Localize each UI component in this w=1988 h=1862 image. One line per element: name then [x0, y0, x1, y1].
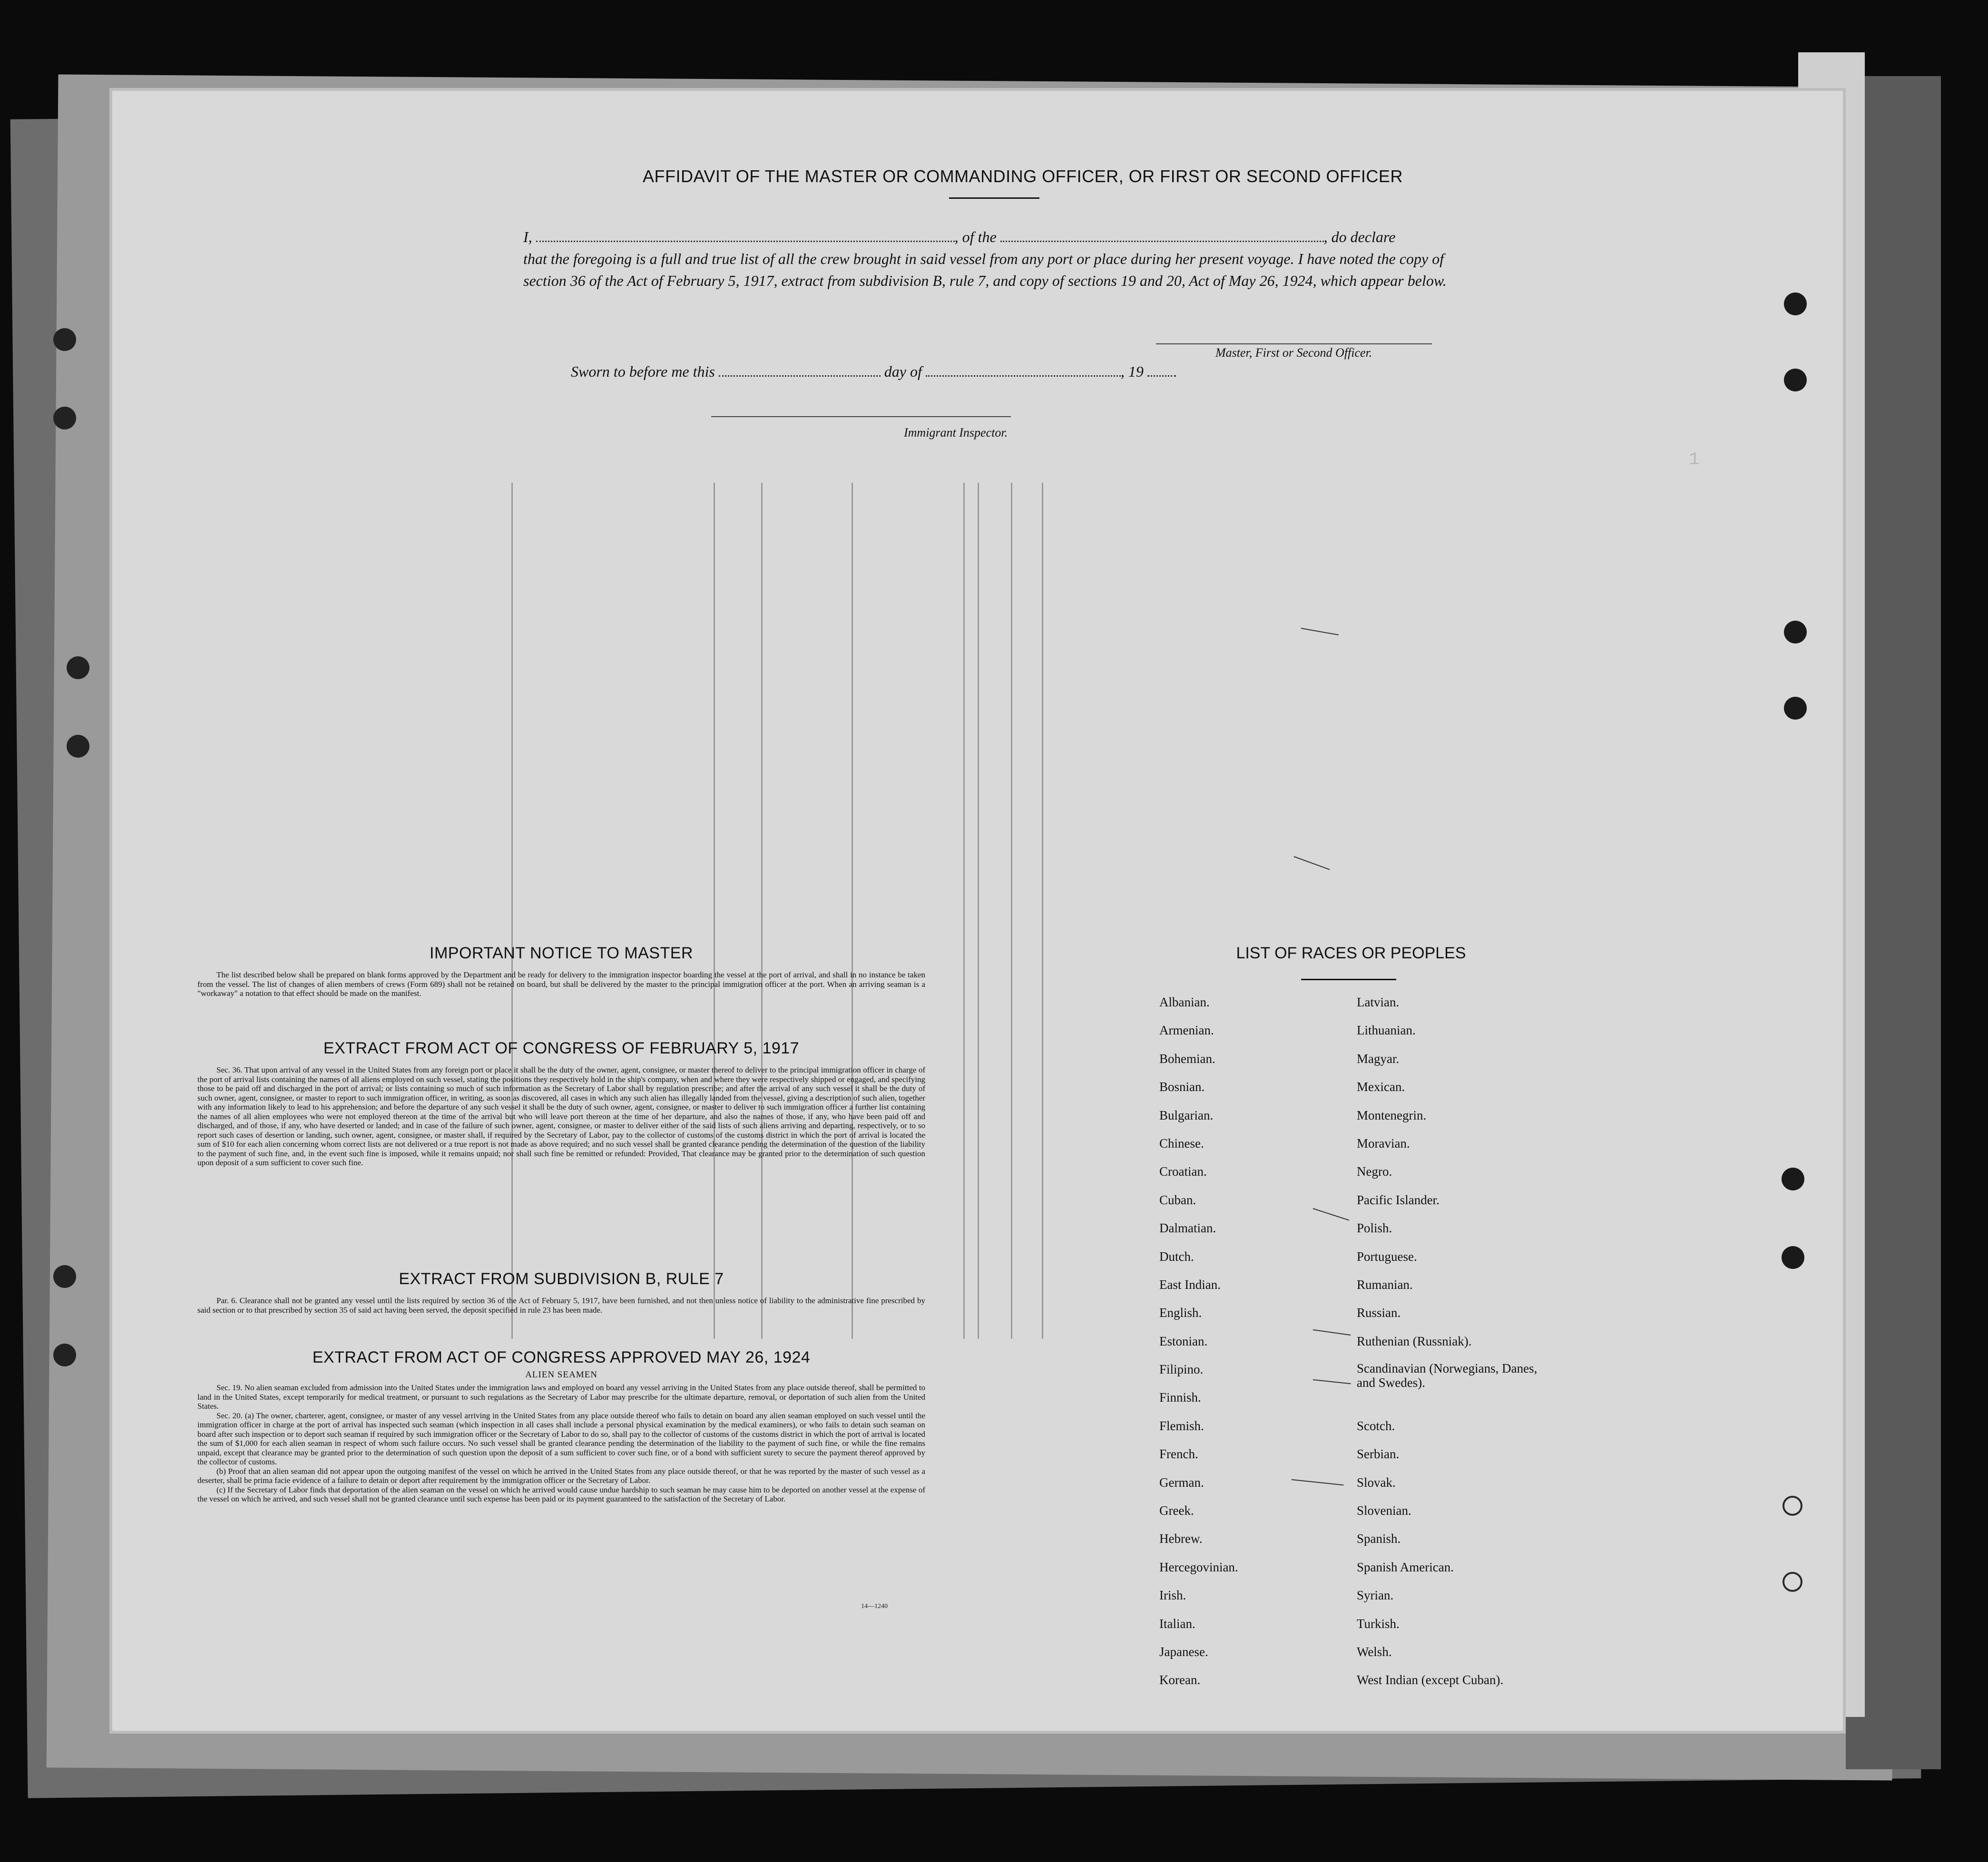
sworn-text: Sworn to before me this [571, 363, 715, 380]
race-item: Spanish American. [1357, 1560, 1454, 1574]
race-item: Croatian. [1159, 1164, 1207, 1179]
signature-label: Master, First or Second Officer. [1215, 346, 1372, 360]
race-item: Rumanian. [1357, 1277, 1413, 1292]
race-item: Welsh. [1357, 1645, 1392, 1659]
race-item: Scandinavian (Norwegians, Danes, and Swedes). [1357, 1361, 1538, 1390]
important-notice [197, 944, 925, 998]
race-item: Estonian. [1159, 1334, 1208, 1348]
punch-hole [1784, 292, 1807, 315]
affidavit-statement: that the foregoing is a full and true list of all the crew brought in said vessel from any port or place during her present voyage. I have noted the copy of section 36 of the Act of February 5, 1917, extract from subdivision B, rule 7, and copy of sections 19 and 20, Act of May 26, 1924, which appear below. [523, 250, 1447, 289]
race-item: Bosnian. [1159, 1080, 1205, 1094]
race-item: Ruthenian (Russniak). [1357, 1334, 1472, 1348]
race-item: Serbian. [1357, 1447, 1400, 1462]
extract-1917-text: Sec. 36. That upon arrival of any vessel in the United States from any foreign port or place it shall be the duty of the owner, agent, consignee, or master thereof to deliver to the principal immigration officer in charge of the port of arrival lists containing the names of all aliens employed on such vessel, stating the positions they respectively hold in the ship's company, when and where they were respectively shipped or engaged, and specifying those to be paid off and discharged in the port of arrival; or lists containing so much of such information as the Secretary of Labor shall by regulation prescribe; and after the arrival of any such vessel it shall be the duty of such owner, agent, consignee, or master to report to such immigration officer, in writing, as soon as discovered, all cases in which any such alien has illegally landed from the vessel, giving a description of such alien, together with any information likely to lead to his apprehension; and before the departure of any such vessel it shall be the duty of such owner, agent, consignee, or master to deliver to such immigration officer a further list containing the names of all alien employees who were not employed thereon at the time of the arrival but who will leave port thereon at the time of her departure, and also the names of those, if any, who have been paid off and discharged, and of those, if any, who have deserted or landed; and in case of the failure of such owner, agent, consignee, or master to deliver either of the said lists of such aliens arriving and departing, respectively, or to so report such cases of desertion or landing, such owner, agent, consignee, or master shall, if required by the Secretary of Labor, pay to the collector of customs of the customs district in which the port of arrival is located the sum of $10 for each alien concerning whom correct lists are not delivered or a true report is not made as above required; and no such vessel shall be granted clearance pending the determination of the question of the liability to the payment of such fine, and, in the event such fine is imposed, while it remains unpaid; nor shall such fine be remitted or refunded: Provided, That clearance may be granted prior to the determination of such question upon deposit of a sum sufficient to cover such fine. [197, 1065, 925, 1167]
extract-rule7 [197, 1270, 925, 1315]
punch-hole [1784, 697, 1807, 720]
affidavit-title: AFFIDAVIT OF THE MASTER OR COMMANDING OFFICER, OR FIRST OR SECOND OFFICER [643, 166, 1403, 186]
inspector-label: Immigrant Inspector. [904, 426, 1008, 439]
race-item: German. [1159, 1475, 1204, 1490]
sec20a-text: Sec. 20. (a) The owner, charterer, agent, consignee, or master of any vessel arriving in the United States from any place outside thereof who fails to detain on board any alien seaman employed on such vessel until the immigration officer in charge at the port of arrival has inspected such seaman (which inspection in all cases shall include a personal physical examination by the medical examiners), or who fails to detain such seaman on board after such inspection or to deport such seaman if required by such immigration officer or the Secretary of Labor to do so, shall pay to the collector of customs of the customs district in which the port of arrival is located the sum of $1,000 for each alien seaman in respect of whom such failure occurs. No such vessel shall be granted clearance pending the determination of the liability to the payment of such fine, or while the fine remains unpaid, except that clearance may be granted prior to the determination of such question upon the deposit of a sum sufficient to cover such fine, or of a bond with sufficient surety to secure the payment thereof approved by the collector of customs. [197, 1411, 925, 1466]
affidavit-i: I, [523, 228, 532, 245]
race-item: Magyar. [1357, 1051, 1400, 1066]
show-through-rule [761, 483, 763, 1339]
master-name-field[interactable] [536, 231, 955, 242]
affidavit-of-the: , of the [954, 228, 997, 245]
race-item: Dalmatian. [1159, 1221, 1216, 1236]
race-item: Lithuanian. [1357, 1023, 1416, 1038]
binder-hole [67, 735, 89, 758]
race-item: Mexican. [1357, 1080, 1405, 1094]
punch-hole-ring [1782, 1572, 1802, 1592]
races-left-column [1159, 994, 1238, 1700]
race-item: Latvian. [1357, 995, 1400, 1009]
race-item: Filipino. [1159, 1362, 1204, 1377]
affidavit-body [523, 226, 1475, 292]
notice-title: IMPORTANT NOTICE TO MASTER [430, 944, 693, 962]
show-through-rule [714, 483, 715, 1339]
race-item: Finnish. [1159, 1390, 1201, 1405]
sec19-text: Sec. 19. No alien seaman excluded from admission into the United States under the immigration laws and employed on board any vessel arriving in the United States from any place outside thereof, shall be permitted to land in the United States, except temporarily for medical treatment, or pursuant to such regulations as the Secretary of Labor may prescribe for the ultimate departure, removal, or deportation of such alien from the United States. [197, 1383, 925, 1411]
sec20c-text: (c) If the Secretary of Labor finds that deportation of the alien seaman on the vessel on which he arrived would cause undue hardship to such seaman he may cause him to be deported on another vessel at the expense of the vessel on which he arrived, and such vessel shall not be granted clearance until such expense has been paid or its payment guaranteed to the satisfaction of the Secretary of Labor. [197, 1485, 925, 1503]
show-through-rule [1011, 483, 1012, 1339]
race-item: Russian. [1357, 1306, 1401, 1320]
extract-rule7-title: EXTRACT FROM SUBDIVISION B, RULE 7 [399, 1270, 724, 1288]
race-item: Flemish. [1159, 1418, 1204, 1433]
show-through-rule [1042, 483, 1043, 1339]
race-item: Spanish. [1357, 1531, 1401, 1546]
affidavit-title-rule [949, 197, 1039, 199]
inspector-signature-line[interactable] [711, 416, 1011, 417]
race-item: Chinese. [1159, 1136, 1204, 1150]
show-through-rule [852, 483, 853, 1339]
sworn-day-field[interactable] [719, 366, 881, 377]
sworn-line [571, 363, 1176, 380]
race-item: Turkish. [1357, 1616, 1400, 1631]
sworn-year: , 19 [1120, 363, 1144, 380]
race-item: East Indian. [1159, 1277, 1221, 1292]
sworn-day-of: day of [884, 363, 922, 380]
show-through-rule [963, 483, 965, 1339]
race-item: Polish. [1357, 1221, 1392, 1236]
signature-line[interactable] [1156, 343, 1432, 344]
race-item: English. [1159, 1306, 1202, 1320]
race-item: Japanese. [1159, 1644, 1208, 1659]
race-item: Italian. [1159, 1616, 1195, 1631]
show-through-text: 1 [1689, 449, 1700, 470]
race-item: Scotch. [1357, 1418, 1395, 1433]
race-item: Moravian. [1357, 1136, 1410, 1150]
race-item: Hercegovinian. [1159, 1560, 1238, 1574]
extract-1924-subtitle: ALIEN SEAMEN [525, 1370, 597, 1380]
race-item: Hebrew. [1159, 1531, 1203, 1546]
race-item: Dutch. [1159, 1249, 1194, 1264]
race-item: Bohemian. [1159, 1051, 1215, 1066]
binder-hole [53, 1344, 76, 1366]
race-item: French. [1159, 1447, 1198, 1462]
binder-hole [53, 407, 76, 429]
sworn-year-field[interactable] [1147, 366, 1176, 377]
punch-hole [1784, 621, 1807, 643]
sworn-month-field[interactable] [926, 366, 1121, 377]
punch-hole [1784, 369, 1807, 391]
extract-rule7-text: Par. 6. Clearance shall not be granted any vessel until the lists required by section 36 of the Act of February 5, 1917, have been furnished, and not then unless notice of liability to the administrative fine prescribed by said section or to that prescribed by section 35 of said act having been served, the deposit specified in rule 23 has been made. [197, 1296, 925, 1315]
race-item: Cuban. [1159, 1192, 1196, 1207]
race-item: Greek. [1159, 1503, 1194, 1518]
races-title: LIST OF RACES OR PEOPLES [1236, 944, 1466, 962]
race-item: Syrian. [1357, 1588, 1394, 1603]
race-item: Montenegrin. [1357, 1108, 1427, 1122]
affidavit-declare: , do declare [1323, 228, 1396, 245]
race-item: Slovak. [1357, 1475, 1396, 1490]
race-item: Albanian. [1159, 995, 1210, 1009]
form-number: 14—1240 [861, 1603, 888, 1610]
race-item: Korean. [1159, 1673, 1201, 1687]
race-item: Portuguese. [1357, 1249, 1417, 1264]
binder-hole [53, 1265, 76, 1288]
race-item: Irish. [1159, 1588, 1186, 1603]
vessel-name-field[interactable] [1000, 231, 1324, 242]
race-item: Armenian. [1159, 1023, 1214, 1038]
race-item: Slovenian. [1357, 1503, 1411, 1518]
races-right-column [1357, 994, 1542, 1700]
extract-1924 [197, 1348, 925, 1504]
race-item: West Indian (except Cuban). [1357, 1673, 1504, 1687]
notice-text: The list described below shall be prepared on blank forms approved by the Department and be ready for delivery to the immigration inspector boarding the vessel at the port of arrival, and shall in no instance be taken from the vessel. The list of changes of alien members of crews (Form 689) shall not be retained on board, but shall be delivered by the master to the principal immigration officer at the port. When an arriving seaman is a "workaway" a notation to that effect should be made on the manifest. [197, 970, 925, 998]
punch-hole-ring [1782, 1496, 1802, 1516]
punch-hole [1782, 1168, 1804, 1190]
race-item: Negro. [1357, 1164, 1392, 1179]
sec20b-text: (b) Proof that an alien seaman did not appear upon the outgoing manifest of the vessel on which he arrived in the United States from any place outside thereof, or that he was reported by the master of such vessel as a deserter, shall be prima facie evidence of a failure to detain or deport after requirement by the immigration officer or the Secretary of Labor. [197, 1466, 925, 1485]
extract-1924-title: EXTRACT FROM ACT OF CONGRESS APPROVED MAY 26, 1924 [312, 1348, 811, 1366]
show-through-rule [511, 483, 513, 1339]
binder-hole [53, 328, 76, 351]
race-item: Pacific Islander. [1357, 1192, 1440, 1207]
extract-1917 [197, 1039, 925, 1168]
binder-hole [67, 656, 89, 679]
races-title-rule [1301, 979, 1396, 980]
punch-hole [1782, 1246, 1804, 1269]
race-item: Bulgarian. [1159, 1108, 1214, 1122]
show-through-rule [978, 483, 979, 1339]
extract-1917-title: EXTRACT FROM ACT OF CONGRESS OF FEBRUARY 5, 1917 [323, 1039, 800, 1057]
